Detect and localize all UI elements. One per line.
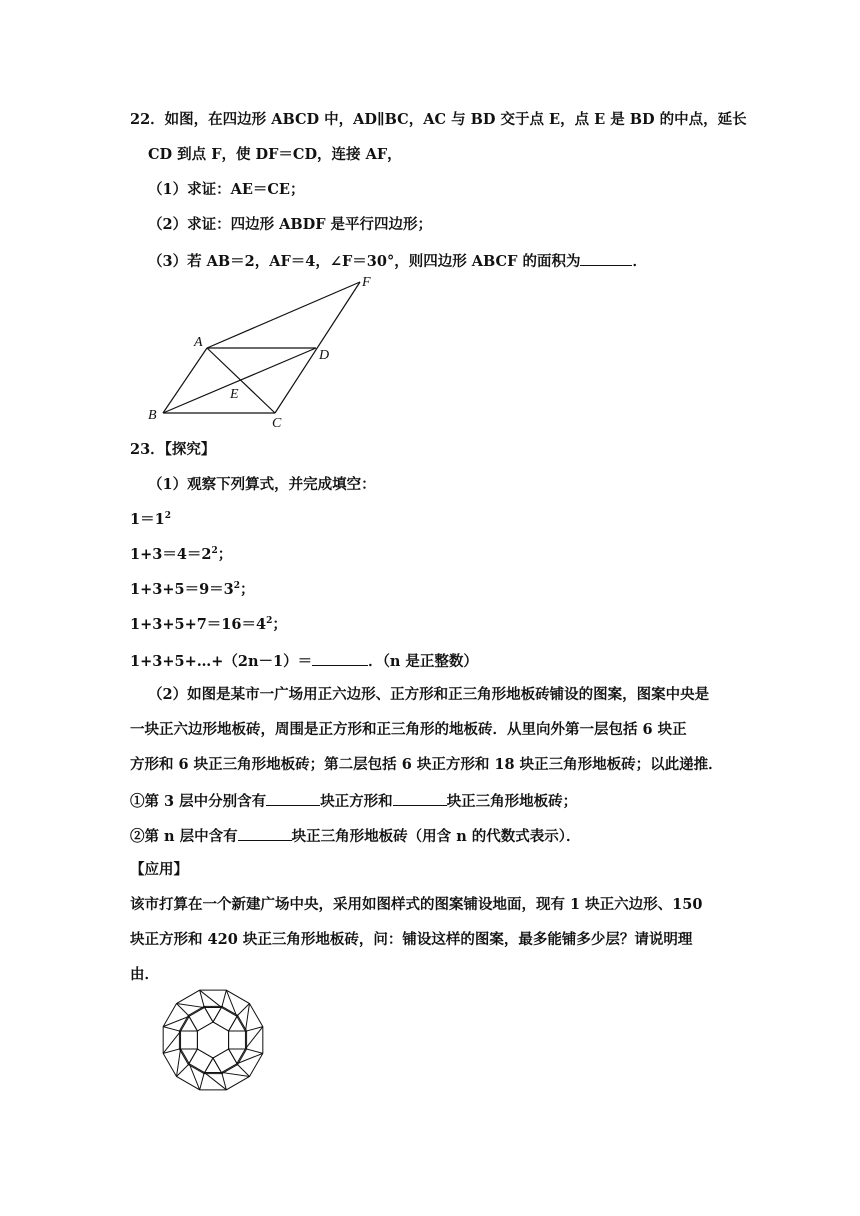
diagonal-bd <box>163 348 316 413</box>
label-c: C <box>272 416 282 431</box>
layer2-spoke <box>245 1049 262 1054</box>
equation-3-lhs: 1+3+5＝9＝3 <box>130 581 234 598</box>
equation-4 <box>130 615 287 635</box>
layer2-spoke <box>200 1072 205 1089</box>
layer2-triangle-edge <box>245 1027 262 1049</box>
equation-2-exp: 2 <box>211 546 218 557</box>
layer1-triangle <box>204 1006 222 1022</box>
answer-blank-sum[interactable] <box>312 650 368 666</box>
q23-part2-line3: 方形和 6 块正三角形地板砖；第二层包括 6 块正方形和 18 块正三角形地板砖；以此递推． <box>130 756 723 773</box>
answer-blank-triangles[interactable] <box>393 790 447 806</box>
equation-2-tail: ； <box>217 546 233 563</box>
q23-subquestion-a <box>130 790 577 812</box>
layer2-triangle-edge <box>222 1072 250 1076</box>
central-hexagon <box>197 1022 228 1058</box>
label-b: B <box>148 408 157 423</box>
label-d: D <box>319 348 330 363</box>
answer-blank-nth-layer[interactable] <box>238 825 292 841</box>
q22-figure <box>140 268 390 433</box>
application-title: 【应用】 <box>130 861 188 878</box>
layer2-triangle-edge <box>163 1031 180 1053</box>
q22-part2: （2）求证：四边形 ABDF 是平行四边形； <box>148 216 433 233</box>
equation-5-note: ．（n 是正整数） <box>368 653 478 670</box>
q22-part1: （1）求证：AE＝CE； <box>148 181 305 198</box>
answer-blank-area[interactable] <box>580 250 632 266</box>
equation-2-lhs: 1+3＝4＝2 <box>130 546 212 563</box>
label-e: E <box>230 387 239 402</box>
equation-1 <box>130 510 171 530</box>
q22-part3-text: （3）若 AB＝2，AF＝4，∠F＝30°，则四边形 ABCF 的面积为 <box>148 253 581 270</box>
equation-5-lhs: 1+3+5+…+（2n－1）＝ <box>130 653 313 670</box>
layer2-spoke <box>222 990 227 1007</box>
equation-3-tail: ； <box>240 581 255 598</box>
q23-part2-line1: （2）如图是某市一广场用正六边形、正方形和正三角形地板砖铺设的图案，图案中央是 <box>148 686 710 703</box>
layer2-inner-boundary <box>181 1008 246 1073</box>
equation-3 <box>130 580 255 600</box>
q23-part2-line2: 一块正六边形地板砖，周围是正方形和正三角形的地板砖．从里向外第一层包括 6 块正 <box>130 721 687 738</box>
equation-2 <box>130 545 232 565</box>
answer-blank-squares[interactable] <box>266 790 320 806</box>
application-line3: 由． <box>130 966 159 983</box>
layer2-triangle-edge <box>177 1004 205 1008</box>
layer1-triangle <box>204 1058 222 1074</box>
q22-part3-end: ． <box>632 253 647 270</box>
equation-3-exp: 2 <box>233 581 241 592</box>
layer2-triangle-edge <box>245 1004 249 1032</box>
subquestion-a-mid: 块正方形和 <box>320 793 393 810</box>
equation-4-exp: 2 <box>266 616 273 627</box>
q23-title: 23．【探究】 <box>130 441 216 458</box>
q22-intro-line2: CD 到点 F，使 DF＝CD，连接 AF， <box>148 146 402 163</box>
equation-1-lhs: 1＝1 <box>130 511 165 528</box>
subquestion-a-text: ①第 3 层中分别含有 <box>130 793 267 810</box>
q23-part1: （1）观察下列算式，并完成填空： <box>148 476 376 493</box>
subquestion-b-end: 块正三角形地板砖（用含 n 的代数式表示）． <box>291 828 581 845</box>
equation-5 <box>130 650 478 672</box>
equation-1-exp: 2 <box>164 511 171 522</box>
q22-intro-line1: 22．如图，在四边形 ABCD 中，AD∥BC，AC 与 BD 交于点 E，点 E 是 BD 的中点，延长 <box>130 111 747 128</box>
layer2-triangle-edge <box>200 990 222 1007</box>
subquestion-a-end: 块正三角形地板砖； <box>446 793 578 810</box>
q23-subquestion-b <box>130 825 581 847</box>
application-line1: 该市打算在一个新建广场中央，采用如图样式的图案铺设地面，现有 1 块正六边形、150 <box>130 896 703 913</box>
equation-4-tail: ； <box>272 616 287 633</box>
tiling-figure <box>148 975 278 1105</box>
application-line2: 块正方形和 420 块正三角形地板砖，问：铺设这样的图案，最多能铺多少层？请说明理 <box>130 931 693 948</box>
edge-af <box>207 282 360 348</box>
label-f: F <box>362 275 371 290</box>
equation-4-lhs: 1+3+5+7＝16＝4 <box>130 616 267 633</box>
layer2-triangle-edge <box>204 1072 226 1089</box>
layer2-spoke <box>163 1027 180 1032</box>
layer2-triangle-edge <box>177 1049 181 1077</box>
layer1-square <box>179 1031 197 1049</box>
label-a: A <box>194 335 203 350</box>
subquestion-b-text: ②第 n 层中含有 <box>130 828 238 845</box>
layer1-square <box>229 1031 247 1049</box>
